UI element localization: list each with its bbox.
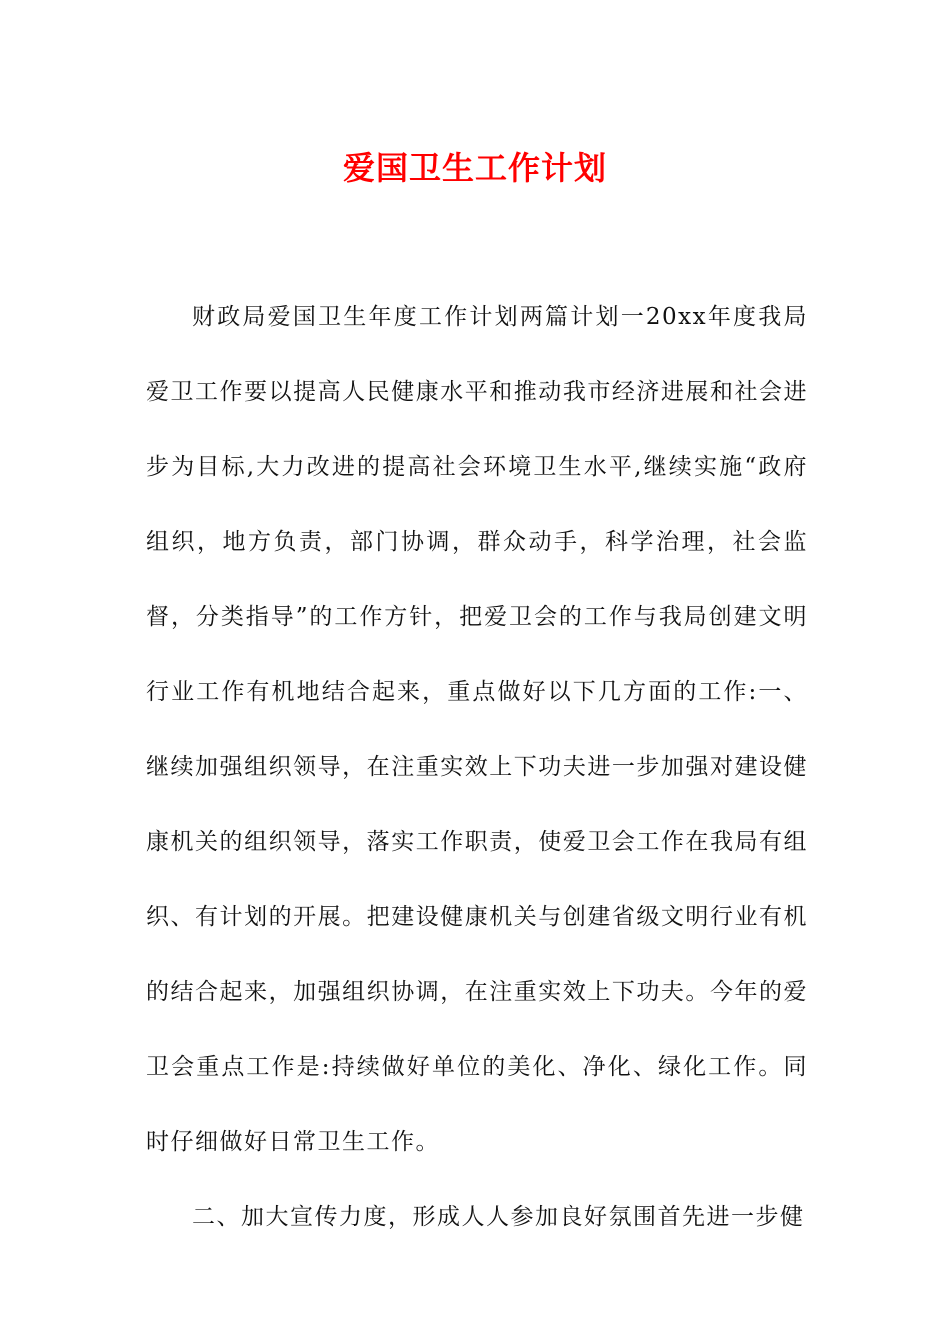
paragraph: 财政局爱国卫生年度工作计划两篇计划一20xx年度我局爱卫工作要以提高人民健康水平和推动我市经济进展和社会进步为目标,大力改进的提高社会环境卫生水平,继续实施“政府组织，地方负责，部门协调，群众动手，科学治理，社会监督，分类指导”的工作方针，把爱卫会的工作与我局创建文明行业工作有机地结合起来，重点做好以下几方面的工作:一、继续加强组织领导，在注重实效上下功夫进一步加强对建设健康机关的组织领导，落实工作职责，使爱卫会工作在我局有组织、有计划的开展。把建设健康机关与创建省级文明行业有机的结合起来，加强组织协调，在注重实效上下功夫。今年的爱卫会重点工作是:持续做好单位的美化、净化、绿化工作。同时仔细做好日常卫生工作。 <box>146 304 808 1155</box>
document-title: 爱国卫生工作计划 <box>342 149 607 187</box>
paragraph: 二、加大宣传力度，形成人人参加良好氛围首先进一步健 <box>192 1204 805 1230</box>
document-body <box>146 280 808 1255</box>
